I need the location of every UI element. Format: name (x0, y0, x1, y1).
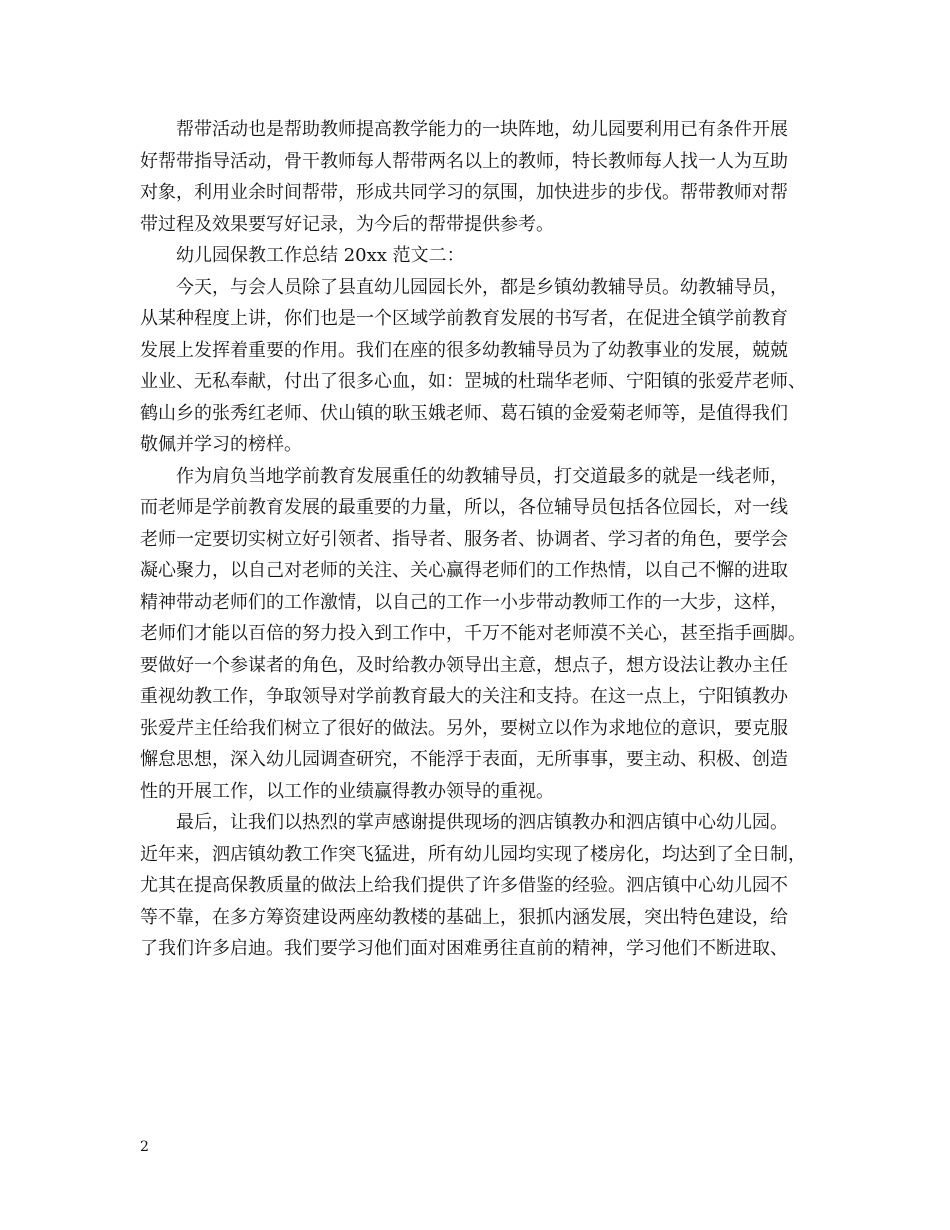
paragraph-line: 今天，与会人员除了县直幼儿园园长外，都是乡镇幼教辅导员。幼教辅导员， (176, 276, 788, 298)
paragraph-line: 张爱芹主任给我们树立了很好的做法。另外，要树立以作为求地位的意识，要克服 (140, 717, 788, 739)
paragraph-line: 了我们许多启迪。我们要学习他们面对困难勇往直前的精神，学习他们不断进取、 (140, 938, 788, 959)
paragraph-line: 懈怠思想，深入幼儿园调查研究，不能浮于表面，无所事事，要主动、积极、创造 (140, 749, 788, 770)
paragraph-line: 性的开展工作，以工作的业绩赢得教办领导的重视。 (140, 780, 554, 802)
paragraph-line: 业业、无私奉献，付出了很多心血，如：罡城的杜瑞华老师、宁阳镇的张爱芹老师、 (140, 371, 806, 392)
paragraph-line: 最后，让我们以热烈的掌声感谢提供现场的泗店镇教办和泗店镇中心幼儿园。 (176, 812, 788, 833)
paragraph-line: 作为肩负当地学前教育发展重任的幼教辅导员，打交道最多的就是一线老师， (176, 465, 788, 487)
paragraph-line: 凝心聚力，以自己对老师的关注、关心赢得老师们的工作热情，以自己不懈的进取 (140, 560, 788, 581)
paragraph-line: 敬佩并学习的榜样。 (140, 434, 302, 455)
paragraph-line: 而老师是学前教育发展的最重要的力量，所以，各位辅导员包括各位园长，对一线 (140, 497, 788, 518)
paragraph-line: 老师一定要切实树立好引领者、指导者、服务者、协调者、学习者的角色，要学会 (140, 528, 788, 550)
page-number: 2 (140, 1139, 149, 1155)
section-heading: 幼儿园保教工作总结 20xx 范文二： (176, 245, 465, 266)
paragraph-line: 等不靠，在多方筹资建设两座幼教楼的基础上，狠抓内涵发展，突出特色建设，给 (140, 906, 788, 928)
paragraph-line: 重视幼教工作，争取领导对学前教育最大的关注和支持。在这一点上，宁阳镇教办 (140, 686, 788, 707)
paragraph-line: 带过程及效果要写好记录，为今后的帮带提供参考。 (140, 213, 554, 235)
body-text (140, 114, 820, 965)
paragraph-line: 对象，利用业余时间帮带，形成共同学习的氛围，加快进步的步伐。帮带教师对帮 (140, 182, 788, 203)
paragraph-line: 帮带活动也是帮助教师提高教学能力的一块阵地，幼儿园要利用已有条件开展 (176, 119, 788, 140)
paragraph-line: 要做好一个参谋者的角色，及时给教办领导出主意，想点子，想方设法让教办主任 (140, 654, 788, 676)
paragraph-line: 老师们才能以百倍的努力投入到工作中，千万不能对老师漠不关心，甚至指手画脚。 (140, 623, 806, 644)
paragraph-line: 好帮带指导活动，骨干教师每人帮带两名以上的教师，特长教师每人找一人为互助 (140, 150, 788, 172)
paragraph-line: 近年来，泗店镇幼教工作突飞猛进，所有幼儿园均实现了楼房化，均达到了全日制， (140, 843, 806, 865)
paragraph-line: 尤其在提高保教质量的做法上给我们提供了许多借鉴的经验。泗店镇中心幼儿园不 (140, 875, 788, 896)
paragraph-line: 从某种程度上讲，你们也是一个区域学前教育发展的书写者，在促进全镇学前教育 (140, 308, 788, 329)
paragraph-line: 发展上发挥着重要的作用。我们在座的很多幼教辅导员为了幼教事业的发展，兢兢 (140, 339, 788, 361)
paragraph-line: 精神带动老师们的工作激情，以自己的工作一小步带动教师工作的一大步，这样， (140, 591, 788, 613)
paragraph-line: 鹤山乡的张秀红老师、伏山镇的耿玉娥老师、葛石镇的金爱菊老师等，是值得我们 (140, 402, 788, 424)
